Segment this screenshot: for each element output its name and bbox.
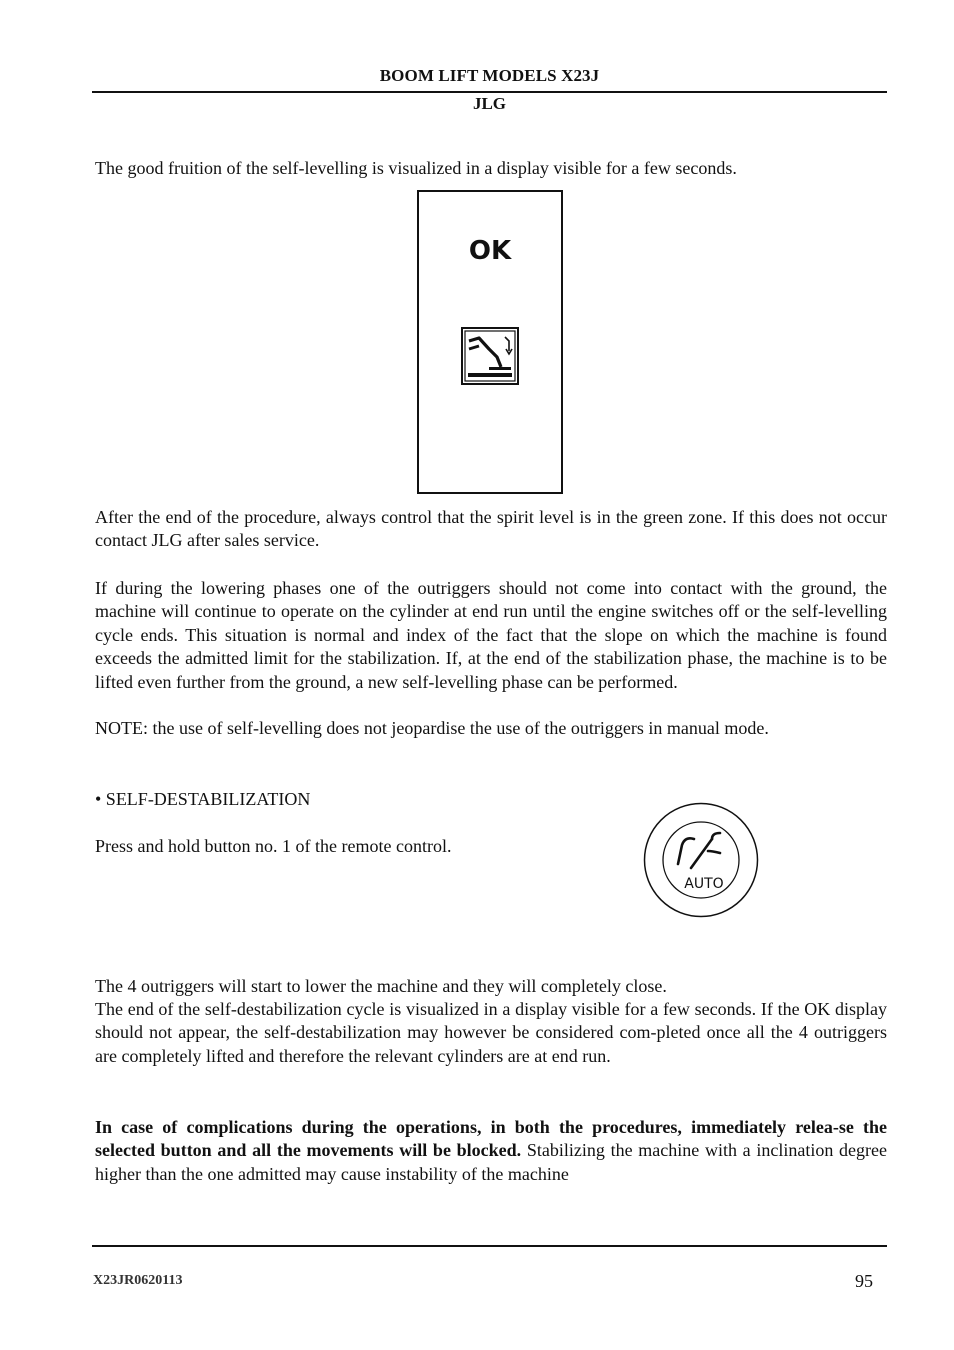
press-hold-text: Press and hold button no. 1 of the remote control. bbox=[95, 836, 452, 856]
warning-text bbox=[95, 1116, 887, 1186]
lowering-phase-text: If during the lowering phases one of the outriggers should not come into contact with the ground, the machine will continue to operate on the cylinder at end run until the engine switches off or the self-levelling cycle ends. This situation is normal and index of the fact that the slope on which the machine is found exceeds the admitted limit for the stabilization. If, at the end of the stabilization phase, the machine is to be lifted even further from the ground, a new self-levelling phase can be performed. bbox=[95, 578, 887, 692]
display-ok-label: OK bbox=[468, 236, 512, 266]
remote-auto-button-figure bbox=[642, 801, 760, 919]
ok-display-figure bbox=[417, 190, 563, 494]
auto-label: AUTO bbox=[684, 876, 724, 892]
outriggers-close-text: The 4 outriggers will start to lower the machine and they will completely close. bbox=[95, 976, 667, 996]
warning-rest-text: Stabilizing the machine with a inclination degree higher than the one admitted may cause instability of the machine bbox=[95, 1140, 887, 1184]
self-levelling-icon bbox=[461, 327, 519, 385]
note-text: NOTE: the use of self-levelling does not jeopardise the use of the outriggers in manual mode. bbox=[95, 718, 769, 738]
footer-doc-code: X23JR0620113 bbox=[93, 1273, 183, 1288]
header-subtitle: JLG bbox=[472, 94, 507, 113]
header-title: BOOM LIFT MODELS X23J bbox=[379, 66, 600, 85]
warning-bold-text: In case of complications during the operations, in both the procedures, immediately relea-se the selected button and all the movements will be blocked. bbox=[95, 1117, 887, 1161]
after-procedure-text: After the end of the procedure, always control that the spirit level is in the green zone. If this does not occur contact JLG after sales service. bbox=[95, 507, 887, 551]
footer-page-number: 95 bbox=[855, 1271, 873, 1291]
footer-divider bbox=[92, 1245, 887, 1247]
header-divider bbox=[92, 91, 887, 93]
end-cycle-text: The end of the self-destabilization cycle is visualized in a display visible for a few seconds. If the OK display should not appear, the self-destabilization may however be considered com-pleted once all the 4 outriggers are completely lifted and therefore the relevant cylinders are at end run. bbox=[95, 999, 887, 1066]
intro-text: The good fruition of the self-levelling is visualized in a display visible for a few seconds. bbox=[95, 158, 737, 178]
section-heading-self-destabilization: • SELF-DESTABILIZATION bbox=[95, 789, 311, 809]
